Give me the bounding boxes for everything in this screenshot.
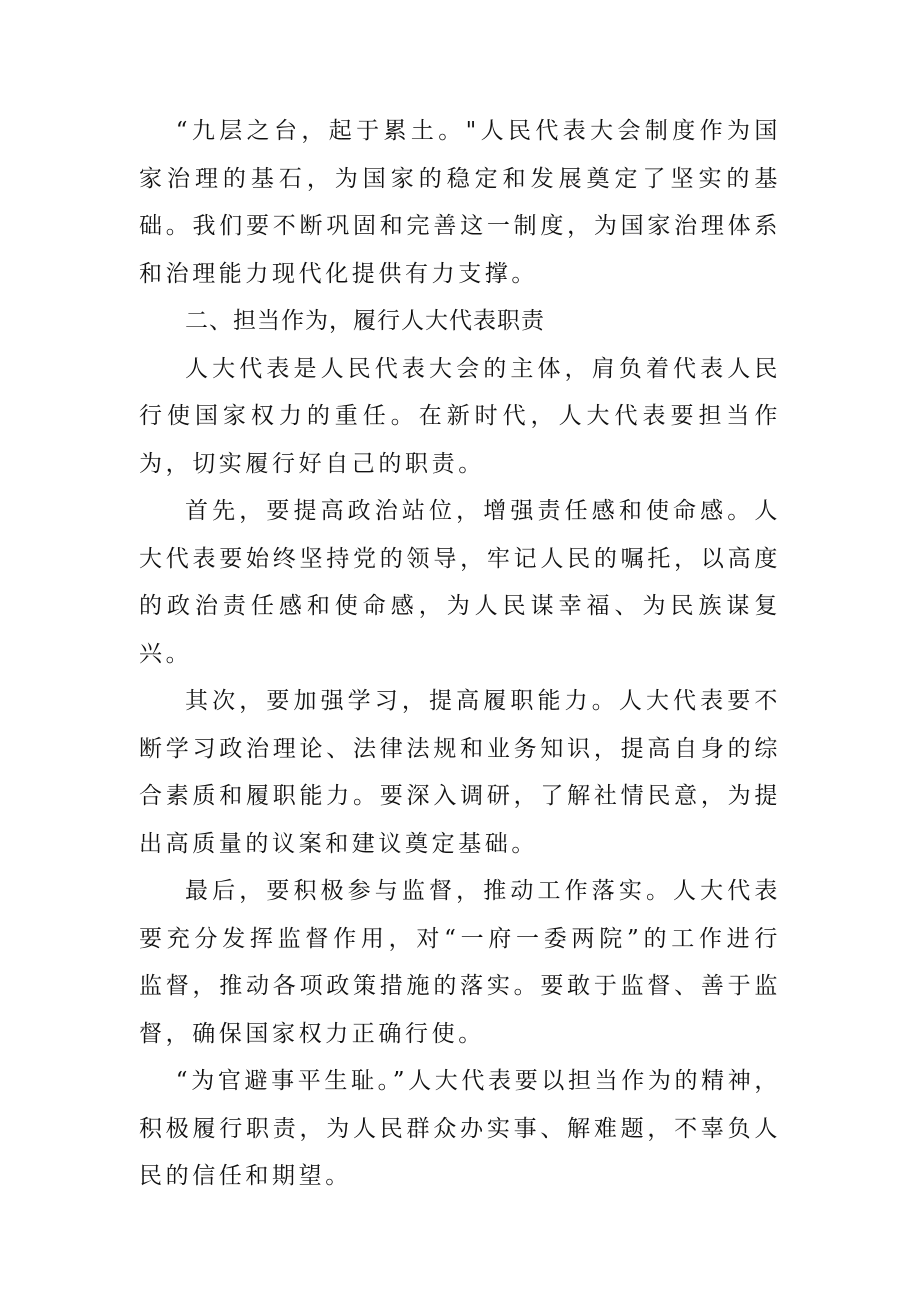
body-paragraph: “为官避事平生耻。”人大代表要以担当作为的精神，积极履行职责，为人民群众办实事、解难题，不辜负人民的信任和期望。	[139, 1068, 781, 1189]
body-paragraph: 首先，要提高政治站位，增强责任感和使命感。人大代表要始终坚持党的领导，牢记人民的嘱托，以高度的政治责任感和使命感，为人民谋幸福、为民族谋复兴。	[139, 498, 781, 667]
section-heading: 二、担当作为，履行人大代表职责	[185, 308, 545, 334]
body-paragraph: 其次，要加强学习，提高履职能力。人大代表要不断学习政治理论、法律法规和业务知识，提高自身的综合素质和履职能力。要深入调研，了解社情民意，为提出高质量的议案和建议奠定基础。	[139, 688, 781, 857]
body-paragraph: 最后，要积极参与监督，推动工作落实。人大代表要充分发挥监督作用，对“一府一委两院”的工作进行监督，推动各项政策措施的落实。要敢于监督、善于监督，确保国家权力正确行使。	[139, 878, 781, 1047]
document-body	[139, 108, 781, 1201]
body-paragraph: 人大代表是人民代表大会的主体，肩负着代表人民行使国家权力的重任。在新时代，人大代表要担当作为，切实履行好自己的职责。	[139, 355, 781, 477]
body-paragraph: “九层之台，起于累土。"人民代表大会制度作为国家治理的基石，为国家的稳定和发展奠定了坚实的基础。我们要不断巩固和完善这一制度，为国家治理体系和治理能力现代化提供有力支撑。	[139, 118, 781, 287]
